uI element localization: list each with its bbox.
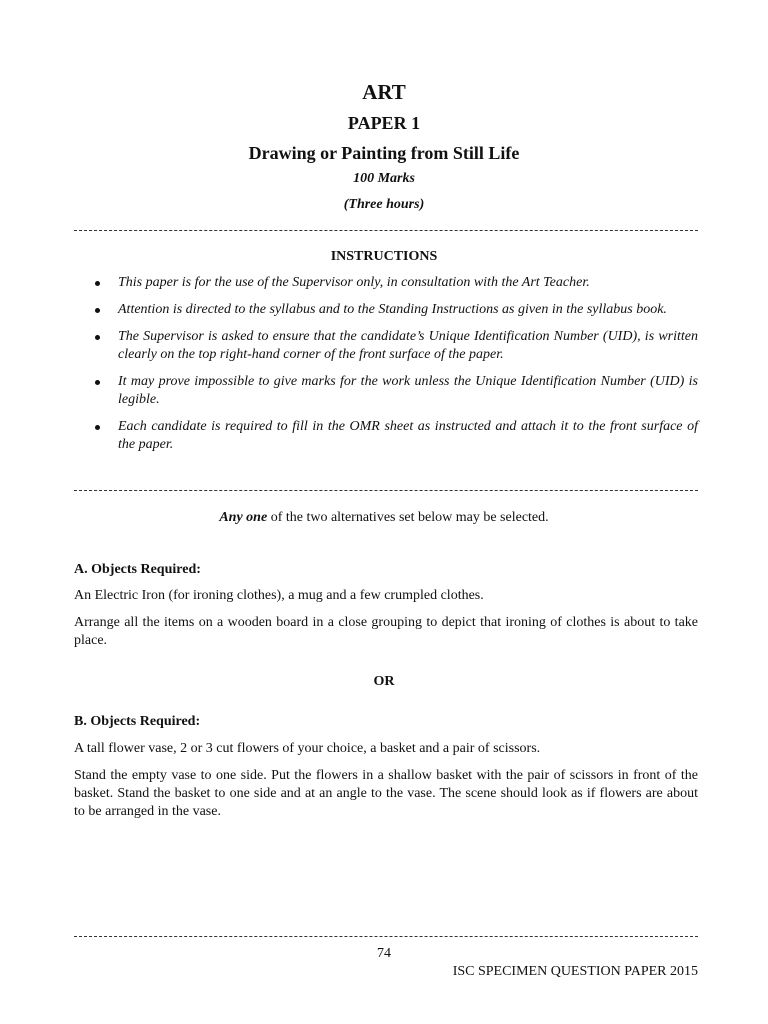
instruction-item: This paper is for the use of the Supervisor only, in consultation with the Art Teacher.	[74, 274, 698, 292]
instructions-list	[74, 274, 698, 463]
selection-rest: of the two alternatives set below may be selected.	[267, 510, 549, 525]
dashed-divider-middle	[74, 490, 698, 491]
bullet-icon	[95, 281, 100, 286]
option-a-heading: A. Objects Required:	[74, 562, 201, 577]
total-marks: 100 Marks	[353, 171, 415, 186]
instruction-item: Attention is directed to the syllabus and to the Standing Instructions as given in the syllabus book.	[74, 301, 698, 319]
option-b-objects: A tall flower vase, 2 or 3 cut flowers of your choice, a basket and a pair of scissors.	[74, 741, 541, 756]
bullet-icon	[95, 425, 100, 430]
subject-title: ART	[362, 80, 406, 104]
dashed-divider-bottom	[74, 936, 698, 937]
bullet-icon	[95, 380, 100, 385]
selection-note	[0, 510, 768, 526]
bullet-icon	[95, 335, 100, 340]
option-a-objects: An Electric Iron (for ironing clothes), a mug and a few crumpled clothes.	[74, 588, 484, 603]
option-b-arrangement: Stand the empty vase to one side. Put the flowers in a shallow basket with the pair of scissors in front of the basket. Stand the basket to one side and at an angle to the vase. The scene should look as if flowers are about to be arranged in the vase.	[74, 768, 698, 819]
instruction-item: It may prove impossible to give marks for the work unless the Unique Identification Number (UID) is legible.	[74, 373, 698, 409]
instructions-heading: INSTRUCTIONS	[330, 249, 438, 264]
page-number: 74	[377, 946, 391, 961]
paper-number: PAPER 1	[347, 113, 421, 133]
bullet-icon	[95, 308, 100, 313]
instruction-item: The Supervisor is asked to ensure that the candidate’s Unique Identification Number (UID), is written clearly on the top right-hand corner of the front surface of the paper.	[74, 328, 698, 364]
selection-emphasis: Any one	[219, 510, 268, 525]
duration: (Three hours)	[343, 197, 425, 212]
option-a-arrangement: Arrange all the items on a wooden board in a close grouping to depict that ironing of clothes is about to take place.	[74, 615, 698, 648]
dashed-divider-top	[74, 230, 698, 231]
footer-publication: ISC SPECIMEN QUESTION PAPER 2015	[452, 964, 698, 979]
or-separator: OR	[373, 674, 395, 689]
instruction-item: Each candidate is required to fill in the OMR sheet as instructed and attach it to the front surface of the paper.	[74, 418, 698, 454]
paper-title: Drawing or Painting from Still Life	[248, 143, 520, 163]
option-b-heading: B. Objects Required:	[74, 714, 201, 729]
